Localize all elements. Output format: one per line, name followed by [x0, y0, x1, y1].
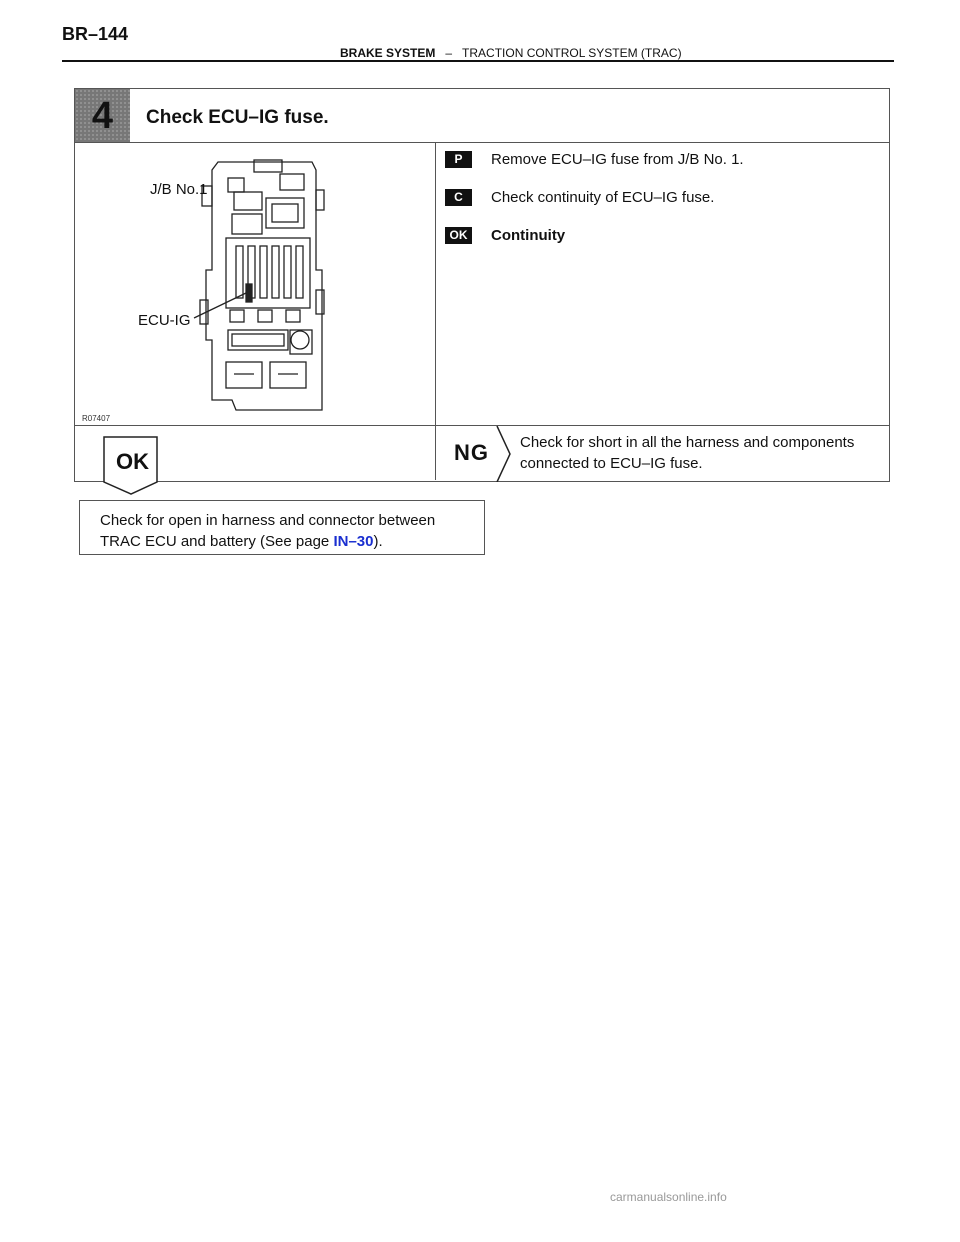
- next-step-prefix: TRAC ECU and battery (See page: [100, 533, 334, 550]
- subsystem-name: TRACTION CONTROL SYSTEM (TRAC): [462, 46, 682, 60]
- ng-text-line: connected to ECU–IG fuse.: [520, 455, 703, 472]
- ok-result-label: OK: [116, 449, 149, 474]
- system-name: BRAKE SYSTEM: [340, 46, 436, 60]
- footer-watermark: carmanualsonline.info: [610, 1190, 727, 1204]
- row-divider: [74, 425, 889, 426]
- page-reference-link[interactable]: IN–30: [333, 533, 374, 550]
- next-step-line: [100, 531, 435, 552]
- header-separator: –: [445, 46, 453, 60]
- title-divider: [74, 142, 889, 143]
- check-badge: C: [445, 189, 472, 206]
- instruction-text: Remove ECU–IG fuse from J/B No. 1.: [491, 151, 744, 168]
- step-title: Check ECU–IG fuse.: [146, 107, 329, 128]
- column-divider: [435, 143, 436, 480]
- header-rule: [62, 60, 894, 62]
- step-number: 4: [91, 95, 114, 137]
- section-title: [340, 46, 682, 60]
- ng-result-text: [520, 432, 854, 474]
- ng-arrow: [496, 426, 516, 482]
- fuse-label: ECU-IG: [138, 312, 191, 329]
- procedure-badge: P: [445, 151, 472, 168]
- figure-code: R07407: [82, 414, 111, 423]
- next-step-text: [100, 510, 435, 552]
- expected-result: Continuity: [491, 227, 566, 244]
- jb-label: J/B No.1: [150, 181, 208, 198]
- ng-text-line: Check for short in all the harness and components: [520, 434, 855, 451]
- ok-badge: OK: [445, 227, 472, 244]
- next-step-line: Check for open in harness and connector between: [100, 512, 436, 529]
- step-number-badge: [75, 89, 130, 143]
- next-step-suffix: ).: [373, 533, 383, 550]
- instruction-text: Check continuity of ECU–IG fuse.: [491, 189, 715, 206]
- page-number: BR–144: [62, 24, 129, 44]
- ng-result-label: NG: [454, 440, 489, 465]
